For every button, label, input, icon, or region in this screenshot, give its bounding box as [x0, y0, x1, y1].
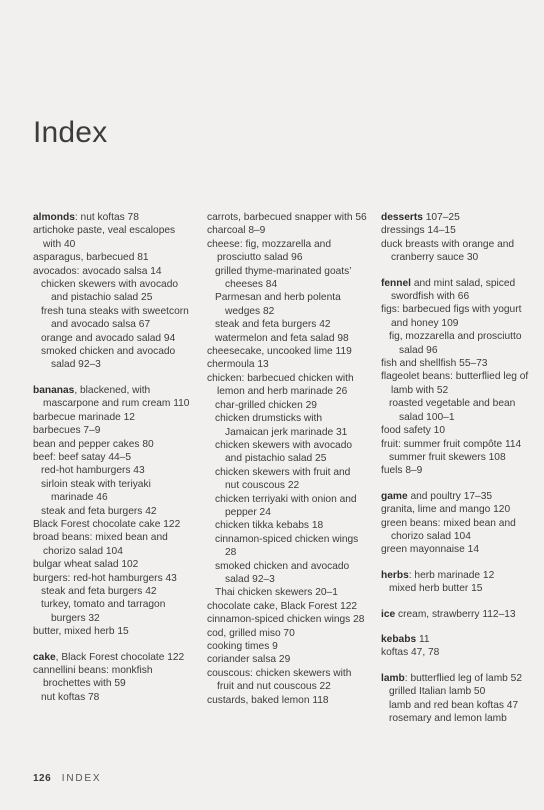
index-entry-text: figs: barbecued figs with yogurt and honey 109	[381, 304, 522, 329]
index-subentry	[381, 397, 531, 424]
index-entry-text: Thai chicken skewers 20–1	[215, 587, 338, 599]
index-entry-text: asparagus, barbecued 81	[33, 252, 149, 264]
index-entry-text: char-grilled chicken 29	[215, 399, 317, 411]
page-footer	[33, 773, 101, 784]
entry-gap	[33, 639, 195, 651]
index-entry-text: chicken skewers with avocado and pistachio salad 25	[215, 439, 353, 465]
index-entry-text: steak and feta burgers 42	[41, 505, 157, 517]
page-title: Index	[33, 116, 108, 149]
index-entry-text: cream, strawberry 112–13	[395, 608, 516, 620]
index-entry	[33, 211, 195, 224]
index-entry	[207, 627, 367, 640]
entry-gap	[381, 596, 531, 608]
index-entry-text: turkey, tomato and tarragon burgers 32	[41, 599, 166, 624]
index-entry-text: artichoke paste, veal escalopes with 40	[33, 225, 176, 250]
index-entry-text: 11	[416, 633, 430, 645]
index-entry	[33, 384, 195, 411]
index-entry	[207, 667, 367, 694]
index-entry-text: fish and shellfish 55–73	[381, 358, 488, 370]
index-entry-text: granita, lime and mango 120	[381, 504, 511, 516]
index-subentry	[381, 451, 531, 464]
index-heading-word: fennel	[381, 277, 412, 289]
index-entry-text: smoked chicken and avocado salad 92–3	[41, 346, 176, 371]
index-entry	[381, 303, 531, 330]
index-entry	[33, 265, 195, 278]
index-entry-text: duck breasts with orange and cranberry sauce 30	[381, 238, 515, 264]
index-entry-text: cinnamon-spiced chicken wings 28	[215, 533, 359, 559]
index-entry	[33, 251, 195, 264]
index-subentry	[207, 265, 367, 292]
entry-gap	[381, 660, 531, 672]
index-entry-text: fig, mozzarella and prosciutto salad 96	[389, 331, 522, 356]
index-heading-word: cake	[33, 651, 56, 663]
index-entry	[33, 558, 195, 571]
entry-gap	[381, 478, 531, 490]
index-entry-text: summer fruit skewers 108	[389, 451, 506, 463]
index-entry	[381, 464, 531, 477]
index-entry-text: grilled thyme-marinated goats’ cheeses 84	[215, 265, 352, 291]
index-entry-text: koftas 47, 78	[381, 647, 440, 659]
index-entry	[207, 238, 367, 265]
index-entry	[207, 694, 367, 707]
index-entry-text: couscous: chicken skewers with fruit and nut couscous 22	[207, 667, 352, 693]
index-entry-text: Black Forest chocolate cake 122	[33, 518, 181, 530]
index-entry-text: , Black Forest chocolate 122	[55, 651, 185, 663]
index-entry	[381, 569, 531, 582]
index-entry	[381, 277, 531, 304]
index-subentry	[207, 519, 367, 532]
index-entry	[381, 517, 531, 544]
index-entry	[33, 411, 195, 424]
index-entry-text: chicken terriyaki with onion and pepper 24	[215, 493, 357, 518]
index-entry-text: broad beans: mixed bean and chorizo salad 104	[33, 532, 168, 557]
index-entry	[207, 653, 367, 666]
index-entry-text: chicken tikka kebabs 18	[215, 520, 324, 532]
index-entry-text: lamb and red bean koftas 47	[389, 699, 519, 711]
index-heading-word: kebabs	[381, 633, 417, 645]
index-entry	[207, 613, 367, 626]
index-entry-text: steak and feta burgers 42	[41, 585, 157, 597]
index-entry	[381, 357, 531, 370]
index-heading-word: ice	[381, 608, 396, 620]
index-entry-text: and mint salad, spiced swordfish with 66	[391, 277, 516, 303]
index-entry-text: chicken: barbecued chicken with lemon and herb marinade 26	[207, 372, 354, 398]
index-entry	[33, 531, 195, 558]
index-entry	[33, 651, 195, 664]
index-entry	[381, 608, 531, 621]
index-entry	[381, 224, 531, 237]
index-subentry	[207, 560, 367, 587]
page-number: 126	[33, 773, 52, 784]
index-entry-text: steak and feta burgers 42	[215, 319, 331, 331]
index-subentry	[207, 412, 367, 439]
index-entry-text: carrots, barbecued snapper with 56	[207, 212, 367, 223]
index-entry-text: rosemary and lemon lamb	[389, 713, 507, 724]
index-entry-text: dressings 14–15	[381, 225, 456, 237]
index-subentry	[207, 533, 367, 560]
index-column-2	[207, 211, 367, 707]
index-entry-text: cheesecake, uncooked lime 119	[207, 346, 352, 358]
index-entry	[381, 238, 531, 265]
index-subentry	[33, 478, 195, 505]
index-entry	[33, 424, 195, 437]
index-subentry	[33, 691, 195, 704]
index-subentry	[33, 585, 195, 598]
index-entry-text: chicken skewers with fruit and nut couscous 22	[215, 466, 351, 492]
index-entry	[381, 370, 531, 397]
index-entry-text: : butterflied leg of lamb 52	[404, 672, 523, 684]
index-entry-text: fresh tuna steaks with sweetcorn and avocado salsa 67	[41, 305, 189, 331]
index-entry-text: 107–25	[422, 212, 460, 223]
index-entry-text: flageolet beans: butterflied leg of lamb with 52	[381, 371, 529, 396]
index-column-1	[33, 211, 195, 704]
index-subentry	[33, 332, 195, 345]
index-subentry	[207, 291, 367, 318]
index-entry	[381, 543, 531, 556]
index-subentry	[207, 439, 367, 466]
index-entry-text: nut koftas 78	[41, 691, 100, 703]
index-entry-text: : nut koftas 78	[74, 212, 139, 223]
index-subentry	[207, 318, 367, 331]
index-entry	[381, 490, 531, 503]
index-subentry	[207, 493, 367, 520]
index-entry	[33, 664, 195, 691]
index-subentry	[381, 712, 531, 725]
index-subentry	[381, 699, 531, 712]
index-subentry	[33, 305, 195, 332]
index-entry	[207, 224, 367, 237]
entry-gap	[381, 557, 531, 569]
index-subentry	[33, 505, 195, 518]
index-entry-text: : herb marinade 12	[408, 569, 495, 581]
index-entry-text: charcoal 8–9	[207, 225, 266, 237]
index-entry-text: Parmesan and herb polenta wedges 82	[215, 292, 341, 317]
index-subentry	[33, 464, 195, 477]
index-entry-text: fruit: summer fruit compôte 114	[381, 438, 522, 450]
index-subentry	[381, 685, 531, 698]
index-entry-text: food safety 10	[381, 425, 446, 437]
index-entry-text: avocados: avocado salsa 14	[33, 265, 162, 277]
index-entry	[207, 640, 367, 653]
index-entry	[381, 211, 531, 224]
index-entry-text: barbecue marinade 12	[33, 411, 135, 423]
index-entry-text: beef: beef satay 44–5	[33, 451, 131, 463]
index-entry	[33, 224, 195, 251]
index-subentry	[33, 278, 195, 305]
index-entry	[381, 424, 531, 437]
index-entry	[207, 600, 367, 613]
index-entry-text: cooking times 9	[207, 641, 278, 652]
index-entry	[381, 503, 531, 516]
index-heading-word: lamb	[381, 672, 405, 684]
index-entry	[207, 211, 367, 224]
index-entry	[381, 646, 531, 659]
index-entry	[381, 672, 531, 685]
index-entry	[381, 633, 531, 646]
index-entry	[33, 451, 195, 464]
index-subentry	[381, 330, 531, 357]
entry-gap	[33, 372, 195, 384]
entry-gap	[381, 621, 531, 633]
index-subentry	[207, 586, 367, 599]
index-entry-text: chicken skewers with avocado and pistachio salad 25	[41, 279, 179, 304]
index-entry-text: cannellini beans: monkfish brochettes with 59	[33, 665, 153, 690]
index-subentry	[207, 466, 367, 493]
index-entry	[207, 372, 367, 399]
index-entry-text: watermelon and feta salad 98	[215, 332, 349, 344]
index-entry	[33, 518, 195, 531]
index-entry	[33, 625, 195, 638]
index-entry-text: chermoula 13	[207, 359, 269, 371]
index-subentry	[33, 598, 195, 625]
index-entry-text: cheese: fig, mozzarella and prosciutto salad 96	[207, 238, 332, 264]
index-entry-text: coriander salsa 29	[207, 654, 291, 666]
index-entry	[207, 358, 367, 371]
index-entry-text: custards, baked lemon 118	[207, 694, 329, 706]
index-entry-text: grilled Italian lamb 50	[389, 686, 486, 698]
index-entry-text: smoked chicken and avocado salad 92–3	[215, 560, 350, 585]
index-entry-text: barbecues 7–9	[33, 425, 101, 437]
index-entry-text: butter, mixed herb 15	[33, 626, 129, 638]
index-entry-text: chocolate cake, Black Forest 122	[207, 600, 358, 612]
index-entry-text: green beans: mixed bean and chorizo salad 104	[381, 517, 516, 542]
index-subentry	[207, 332, 367, 345]
section-label: INDEX	[61, 773, 102, 784]
index-heading-word: bananas	[33, 384, 75, 396]
index-entry-text: mixed herb butter 15	[389, 583, 483, 595]
index-entry-text: cod, grilled miso 70	[207, 627, 295, 639]
index-entry-text: green mayonnaise 14	[381, 544, 479, 556]
index-heading-word: desserts	[381, 212, 423, 223]
index-entry-text: roasted vegetable and bean salad 100–1	[389, 398, 516, 423]
index-entry	[33, 438, 195, 451]
index-heading-word: herbs	[381, 569, 409, 581]
index-heading-word: almonds	[33, 212, 75, 223]
index-subentry	[381, 582, 531, 595]
index-entry	[381, 438, 531, 451]
index-column-3	[381, 211, 531, 725]
index-entry	[207, 345, 367, 358]
index-entry-text: fuels 8–9	[381, 465, 423, 477]
index-entry-text: chicken drumsticks with Jamaican jerk marinade 31	[215, 413, 348, 438]
index-entry-text: orange and avocado salad 94	[41, 332, 176, 344]
index-entry-text: and poultry 17–35	[407, 490, 493, 502]
index-entry-text: , blackened, with mascarpone and rum cream 110	[43, 384, 190, 410]
index-entry-text: cinnamon-spiced chicken wings 28	[207, 614, 365, 626]
entry-gap	[381, 265, 531, 277]
index-entry-text: red-hot hamburgers 43	[41, 465, 145, 477]
index-entry-text: burgers: red-hot hamburgers 43	[33, 572, 177, 584]
index-entry-text: sirloin steak with teriyaki marinade 46	[41, 478, 151, 504]
index-entry-text: bulgar wheat salad 102	[33, 559, 139, 571]
index-entry-text: bean and pepper cakes 80	[33, 438, 154, 450]
index-subentry	[207, 399, 367, 412]
index-heading-word: game	[381, 490, 408, 502]
index-entry	[33, 572, 195, 585]
index-subentry	[33, 345, 195, 372]
